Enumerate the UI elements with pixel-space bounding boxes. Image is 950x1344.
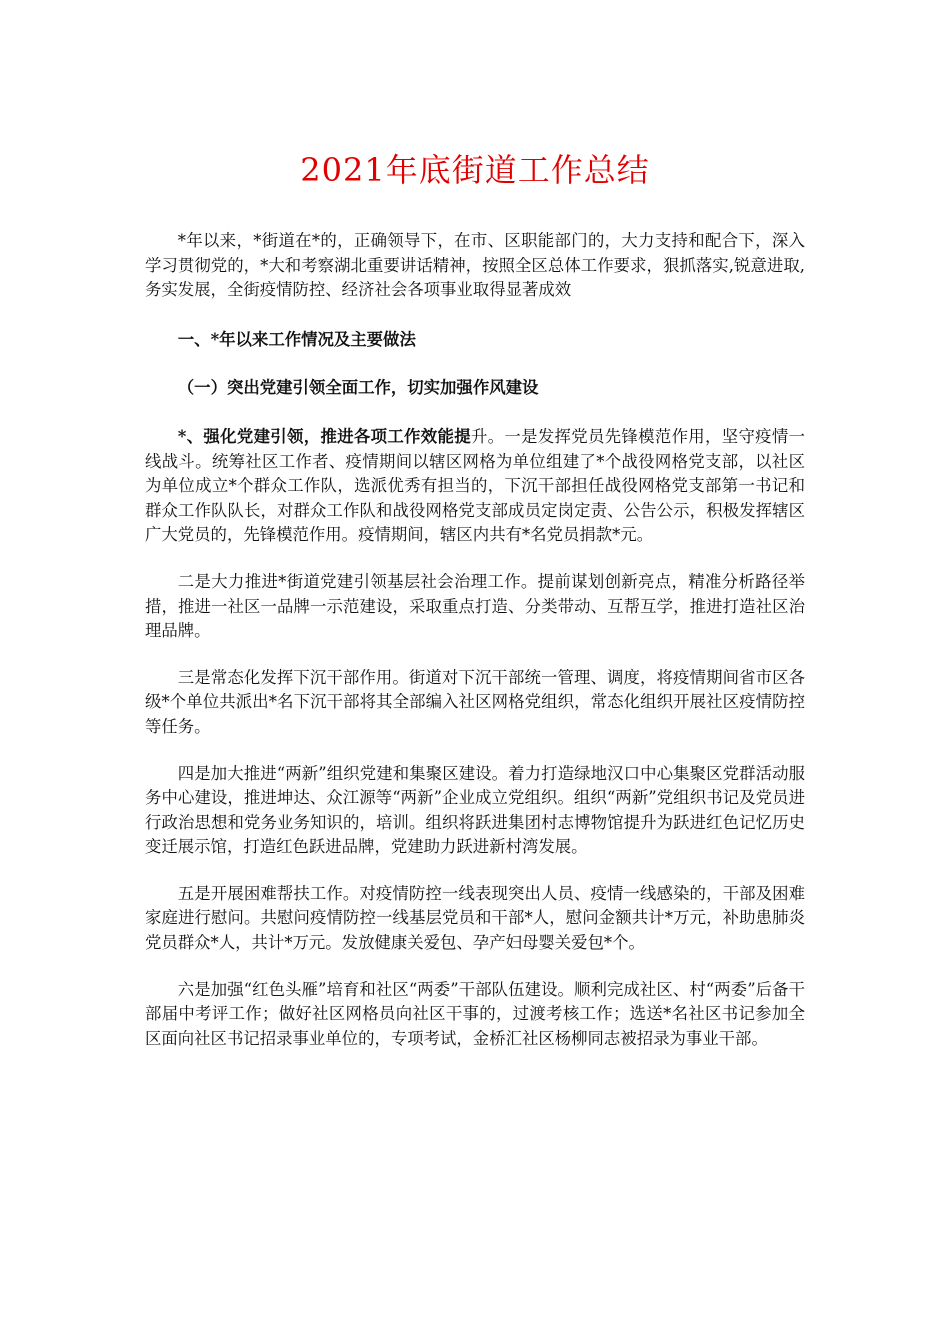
document-title: 2021年底街道工作总结	[300, 151, 650, 189]
intro-paragraph: *年以来，*街道在*的，正确领导下，在市、区职能部门的，大力支持和配合下，深入学习贯彻党的，*大和考察湖北重要讲话精神，按照全区总体工作要求，狠抓落实,锐意进取,务实发展，全街疫情防控、经济社会各项事业取得显著成效	[145, 231, 805, 300]
paragraph-6: 六是加强“红色头雁”培育和社区“两委”干部队伍建设。顺利完成社区、村“两委”后备干部届中考评工作；做好社区网格员向社区干事的，过渡考核工作；选送*名社区书记参加全区面向社区书记招录事业单位的，专项考试，金桥汇社区杨柳同志被招录为事业干部。	[145, 979, 805, 1048]
paragraph-1	[145, 425, 805, 548]
section-1-heading: 一、*年以来工作情况及主要做法	[177, 329, 416, 349]
paragraph-2: 二是大力推进*街道党建引领基层社会治理工作。提前谋划创新亮点，精准分析路径举措，推进一社区一品牌一示范建设，采取重点打造、分类带动、互帮互学，推进打造社区治理品牌。	[145, 571, 805, 641]
paragraph-1-body: 升。一是发挥党员先锋模范作用，坚守疫情一线战斗。统筹社区工作者、疫情期间以辖区网格为单位组建了*个战役网格党支部，以社区为单位成立*个群众工作队，选派优秀有担当的，下沉干部担任战役网格党支部第一书记和群众工作队队长，对群众工作队和战役网格党支部成员定岗定责、公告公示，积极发挥辖区广大党员的，先锋模范作用。疫情期间，辖区内共有*名党员捐款*元。	[145, 426, 805, 545]
document-body	[145, 229, 805, 1073]
subsection-1-heading: （一）突出党建引领全面工作，切实加强作风建设	[177, 378, 539, 398]
paragraph-4: 四是加大推进“两新”组织党建和集聚区建设。着力打造绿地汉口中心集聚区党群活动服务中心建设，推进坤达、众江源等“两新”企业成立党组织。组织“两新”党组织书记及党员进行政治思想和党务业务知识的，培训。组织将跃进集团村志博物馆提升为跃进红色记忆历史变迁展示馆，打造红色跃进品牌，党建助力跃进新村湾发展。	[145, 763, 805, 857]
paragraph-1-lead: *、强化党建引领，推进各项工作效能提	[177, 426, 471, 446]
paragraph-3: 三是常态化发挥下沉干部作用。街道对下沉干部统一管理、调度，将疫情期间省市区各级*个单位共派出*名下沉干部将其全部编入社区网格党组织，常态化组织开展社区疫情防控等任务。	[145, 667, 805, 736]
paragraph-5: 五是开展困难帮扶工作。对疫情防控一线表现突出人员、疫情一线感染的，干部及困难家庭进行慰问。共慰问疫情防控一线基层党员和干部*人，慰问金额共计*万元，补助患肺炎党员群众*人，共计*万元。发放健康关爱包、孕产妇母婴关爱包*个。	[145, 883, 805, 953]
